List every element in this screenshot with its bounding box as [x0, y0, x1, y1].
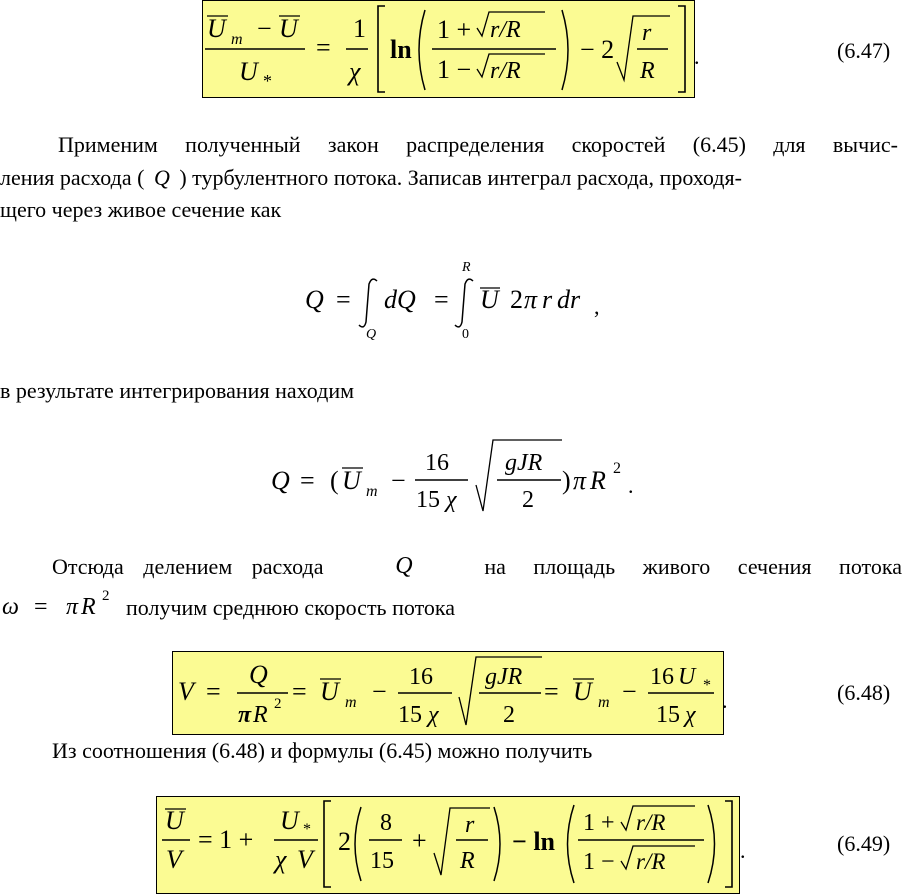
eq648-s-den: 2 — [503, 702, 515, 728]
para3-sup: 2 — [102, 588, 110, 604]
eq649-frac-num: 1 + — [583, 810, 615, 836]
eqq-f-den-chi: χ — [446, 487, 457, 513]
eq649-right-bracket — [725, 801, 732, 887]
eqq-u-sub: m — [366, 483, 378, 500]
eq649-two: 2 — [338, 827, 351, 856]
eq647-lhs-num-u: U — [207, 14, 226, 43]
eq648-pi: π — [238, 702, 252, 728]
eq648-g-num-n: 16 — [650, 664, 674, 690]
eq648-g-num-sub: * — [703, 677, 711, 694]
eqq-close: ) — [562, 466, 571, 495]
eqq-f-den-n: 15 — [416, 487, 440, 513]
eqq-s-num: gJR — [505, 450, 543, 476]
eq649-f-num: 8 — [380, 810, 392, 836]
integral-2-sup: R — [462, 260, 471, 275]
para3-omega: ω — [2, 594, 19, 620]
eq648-u: U — [320, 677, 339, 706]
eq649-c-den-v: V — [297, 845, 313, 874]
equation-number-6-47: (6.47) — [837, 38, 891, 63]
eq648-minus: − — [372, 677, 387, 706]
eq649-eq: = 1 + — [198, 825, 254, 854]
eq649-right-paren-2 — [708, 805, 715, 883]
eq649-left-paren-2 — [568, 805, 575, 883]
para3-r: R — [81, 594, 96, 620]
equation-number-6-49: (6.49) — [837, 831, 891, 856]
eq647-equals: = — [316, 33, 331, 62]
eq648-g-den-chi: χ — [685, 702, 696, 728]
para3-line1-b: на площадь живого сечения потока — [484, 554, 902, 579]
integral-1-sub: Q — [366, 327, 377, 342]
eq647-lhs-minus: − — [257, 14, 272, 43]
integral-two: 2 — [510, 285, 523, 314]
eqq-minus: − — [391, 466, 406, 495]
eq649-f-den: 15 — [370, 848, 394, 874]
eq647-lhs-num-u-b: U — [279, 14, 298, 43]
eqq-q: Q — [271, 466, 290, 495]
eq649-left-paren-1 — [355, 807, 361, 881]
eq647-coef-num: 1 — [353, 14, 366, 43]
eq649-frac-den: 1 − — [583, 849, 615, 875]
eq649-c-den-chi: χ — [275, 845, 287, 874]
eq649-left-bracket — [324, 801, 331, 887]
para3-line1-a: Отсюда делением расхода — [52, 554, 324, 579]
eq648-period: . — [722, 688, 728, 713]
eq648-eq2: = — [292, 677, 307, 706]
eqq-pi: π — [573, 466, 587, 495]
eq649-right-paren-1 — [494, 807, 500, 881]
eq647-sr-num: r — [642, 20, 652, 46]
eq647-ln: ln — [390, 35, 412, 64]
integral-2-sub: 0 — [462, 327, 469, 342]
paragraph-line-3: щего через живое сечение как — [0, 197, 282, 222]
integral-comma: , — [594, 294, 600, 319]
para1-line2-a: ления расхода ( — [0, 165, 145, 190]
eq647-sqrt-num-arg: r/R — [490, 17, 521, 43]
eq648-f-den-chi: χ — [428, 702, 439, 728]
eq648-sup: 2 — [274, 696, 282, 712]
integral-pi: π — [524, 285, 538, 314]
eq649-period: . — [740, 838, 746, 863]
para1-line2-q: Q — [153, 165, 170, 190]
eq648-r: R — [253, 702, 268, 728]
eqq-period: . — [628, 473, 634, 498]
eq647-lhs-den-sub: * — [263, 71, 272, 91]
eq649-u: U — [165, 806, 184, 835]
eq647-minus-two: − 2 — [580, 35, 615, 64]
para3-eq: = — [34, 594, 48, 620]
eq648-f-den-n: 15 — [398, 702, 422, 728]
integral-eq1: = — [336, 285, 351, 314]
integral-dr: dr — [557, 285, 581, 314]
eqq-sup: 2 — [613, 460, 621, 477]
eq648-v: V — [178, 677, 194, 706]
eq648-eq: = — [206, 677, 221, 706]
eq649-sr-num: r — [465, 812, 475, 838]
eq648-g-num-u: U — [678, 664, 696, 690]
eq648-u2-sub: m — [598, 694, 610, 711]
integral-eq2: = — [434, 285, 449, 314]
eqq-eq: = — [300, 466, 315, 495]
eqq-f-num: 16 — [425, 450, 449, 476]
eq649-c-num-sub: * — [303, 821, 311, 838]
eqq-r: R — [590, 466, 606, 495]
integral-q: Q — [305, 285, 324, 314]
eq647-sqrt-den-arg: r/R — [490, 58, 521, 84]
eq649-v: V — [166, 845, 182, 874]
integral-r: r — [542, 285, 553, 314]
eq647-coef-den: χ — [349, 57, 361, 86]
paragraph-3-line-2: получим среднюю скорость потока — [126, 595, 456, 620]
eq647-lhs-num-sub: m — [231, 31, 243, 48]
eq648-u-sub: m — [345, 694, 357, 711]
eq647-period: . — [694, 44, 700, 69]
eq649-sqrt-num-arg: r/R — [636, 810, 666, 835]
para3-pi: π — [66, 594, 79, 620]
eq648-f-num: 16 — [409, 664, 433, 690]
integral-dq: dQ — [384, 285, 416, 314]
eq648-g-den-n: 15 — [656, 702, 680, 728]
eq649-sr-den: R — [460, 848, 475, 874]
paragraph-relation: Из соотношения (6.48) и формулы (6.45) можно получить — [52, 738, 593, 763]
eqq-s-den: 2 — [522, 487, 534, 513]
eqq-open: ( — [330, 466, 339, 495]
eq649-c-num: U — [280, 806, 299, 835]
eq647-frac-den: 1 − — [437, 55, 472, 84]
eq648-u2: U — [573, 677, 592, 706]
eq648-q: Q — [249, 660, 268, 689]
eq648-s-num: gJR — [485, 664, 523, 690]
equation-number-6-48: (6.48) — [837, 680, 891, 705]
eq649-plus: + — [412, 826, 427, 855]
eq648-eq3: = — [544, 677, 559, 706]
eq649-sqrt-den-arg: r/R — [636, 849, 666, 874]
eqq-u: U — [342, 466, 361, 495]
para3-line1-q: Q — [395, 553, 413, 579]
para1-line2-b: ) турбулентного потока. Записав интеграл расхода, проходя- — [179, 165, 742, 190]
paragraph-result: в результате интегрирования находим — [0, 378, 355, 403]
eq649-minus-ln: − ln — [512, 827, 555, 856]
paragraph-line-1: Применим полученный закон распределения скоростей (6.45) для вычис- — [58, 132, 898, 157]
eq647-frac-num: 1 + — [437, 15, 472, 44]
eq647-lhs-den-u: U — [239, 57, 258, 86]
eq647-sr-den: R — [640, 58, 655, 84]
integral-u: U — [480, 285, 499, 314]
eq648-minus2: − — [622, 677, 637, 706]
